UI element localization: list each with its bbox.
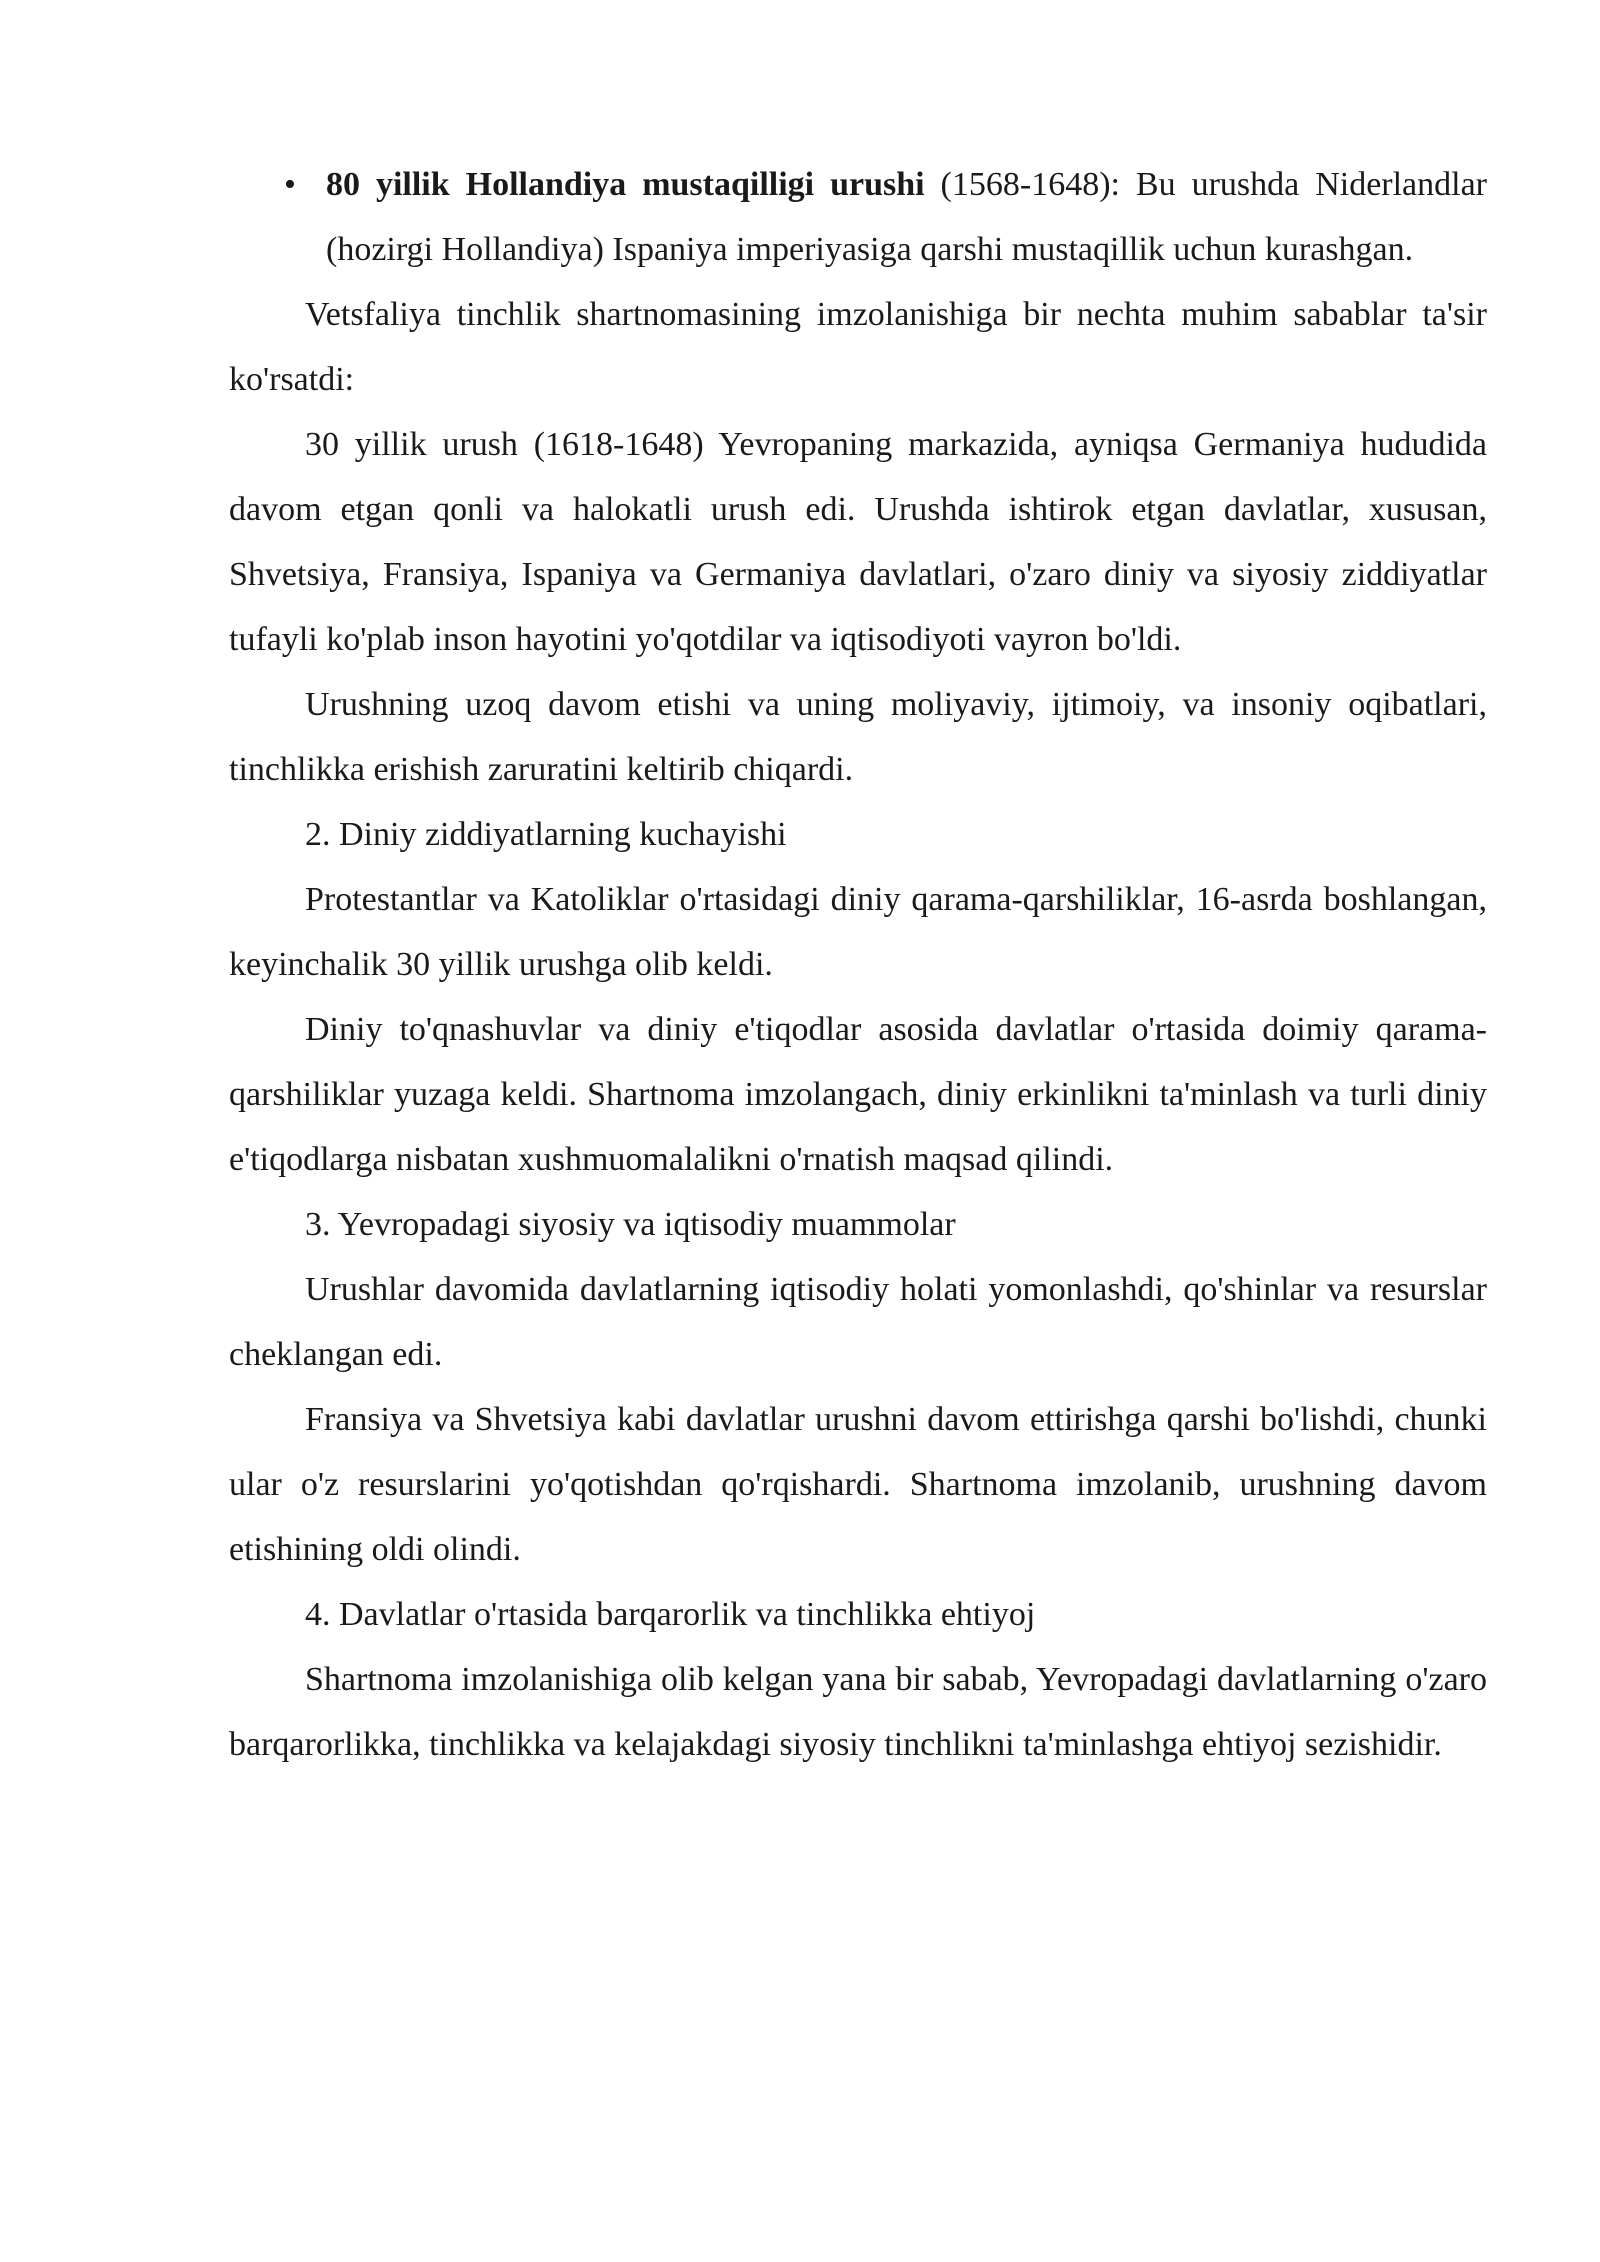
paragraph-protestants-catholics: Protestantlar va Katoliklar o'rtasidagi diniy qarama-qarshiliklar, 16-asrda boshlangan, keyinchalik 30 yillik urushga olib keldi. (229, 881, 1487, 983)
bullet-title: 80 yillik Hollandiya mustaqilligi urushi (326, 166, 925, 203)
paragraph-intro: Vetsfaliya tinchlik shartnomasining imzolanishiga bir nechta muhim sabablar ta'sir ko'rsatdi: (229, 296, 1487, 398)
paragraph-war-consequences: Urushning uzoq davom etishi va uning moliyaviy, ijtimoiy, va insoniy oqibatlari, tinchlikka erishish zaruratini keltirib chiqardi. (229, 686, 1487, 788)
bullet-dot-icon: • (284, 166, 296, 203)
section-heading-religious-conflicts: 2. Diniy ziddiyatlarning kuchayishi (305, 816, 787, 853)
section-heading-political-economic: 3. Yevropadagi siyosiy va iqtisodiy muammolar (305, 1206, 956, 1243)
document-page (229, 152, 1487, 1777)
paragraph-thirty-years-war: 30 yillik urush (1618-1648) Yevropaning markazida, ayniqsa Germaniya hududida davom etgan qonli va halokatli urush edi. Urushda ishtirok etgan davlatlar, xususan, Shvetsiya, Fransiya, Ispaniya va Germaniya davlatlari, o'zaro diniy va siyosiy ziddiyatlar tufayli ko'plab inson hayotini yo'qotdilar va iqtisodiyoti vayron bo'ldi. (229, 426, 1487, 658)
bullet-item (229, 152, 1487, 282)
bullet-text: (1568-1648): Bu urushda Niderlandlar (hozirgi Hollandiya) Ispaniya imperiyasiga qarshi mustaqillik uchun kurashgan. (326, 166, 1487, 268)
section-heading-stability-peace: 4. Davlatlar o'rtasida barqarorlik va tinchlikka ehtiyoj (305, 1596, 1036, 1633)
paragraph-france-sweden: Fransiya va Shvetsiya kabi davlatlar urushni davom ettirishga qarshi bo'lishdi, chunki ular o'z resurslarini yo'qotishdan qo'rqishardi. Shartnoma imzolanib, urushning davom etishining oldi olindi. (229, 1401, 1487, 1568)
paragraph-religious-clashes: Diniy to'qnashuvlar va diniy e'tiqodlar asosida davlatlar o'rtasida doimiy qarama-qarshiliklar yuzaga keldi. Shartnoma imzolangach, diniy erkinlikni ta'minlash va turli diniy e'tiqodlarga nisbatan xushmuomalalikni o'rnatish maqsad qilindi. (229, 1011, 1487, 1178)
paragraph-stability-need: Shartnoma imzolanishiga olib kelgan yana bir sabab, Yevropadagi davlatlarning o'zaro barqarorlikka, tinchlikka va kelajakdagi siyosiy tinchlikni ta'minlashga ehtiyoj sezishidir. (229, 1661, 1487, 1763)
paragraph-economic-condition: Urushlar davomida davlatlarning iqtisodiy holati yomonlashdi, qo'shinlar va resurslar cheklangan edi. (229, 1271, 1487, 1373)
